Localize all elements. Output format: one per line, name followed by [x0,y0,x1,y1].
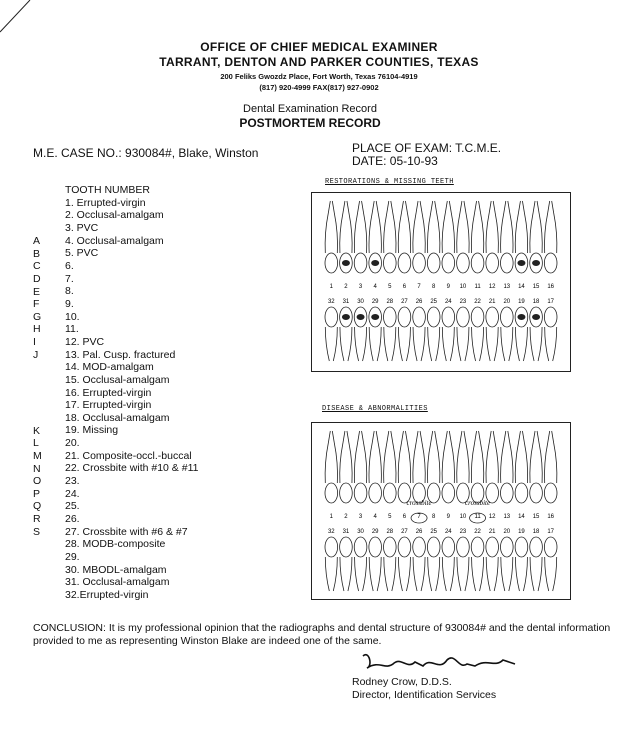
tooth-entry: 15. Occlusal-amalgam [65,373,170,386]
tooth-root [427,201,439,253]
handwritten-signature [355,648,525,674]
tooth-crown [501,307,514,327]
tooth-crown [471,307,484,327]
tooth-root [413,201,425,253]
signer-title: Director, Identification Services [352,688,497,701]
upper-tooth-number: 13 [503,284,511,290]
office-counties: TARRANT, DENTON AND PARKER COUNTIES, TEXAS [159,55,479,69]
tooth-root [545,557,557,591]
tooth-root [530,431,542,483]
upper-tooth-number: 3 [358,284,363,290]
tooth-letter: E [33,285,41,298]
tooth-crown [530,483,543,503]
lower-tooth-number: 20 [503,299,511,305]
tooth-crown [384,483,397,503]
disease-chart-svg [312,423,570,599]
tooth-root [427,431,439,483]
lower-tooth-number: 19 [518,299,525,305]
tooth-crown [486,307,499,327]
tooth-root [413,327,425,361]
tooth-crown [501,253,514,273]
tooth-crown [369,537,382,557]
tooth-letter: L [33,437,39,450]
tooth-crown [457,253,470,273]
restoration-mark [532,260,540,266]
tooth-entry: 13. Pal. Cusp. fractured [65,348,176,361]
upper-tooth-number: 8 [432,514,436,520]
tooth-entry: 32.Errupted-virgin [65,589,149,601]
tooth-root [515,327,527,361]
lower-tooth-number: 28 [386,529,394,535]
tooth-crown [457,537,470,557]
tooth-root [442,557,454,591]
lower-tooth-number: 22 [474,529,481,535]
tooth-letter [33,399,42,412]
lower-tooth-number: 20 [503,529,511,535]
tooth-crown [354,483,367,503]
tooth-entry: 1. Errupted-virgin [65,196,146,209]
tooth-entry: 27. Crossbite with #6 & #7 [65,525,188,538]
lower-tooth-number: 26 [415,299,423,305]
office-address: 200 Feliks Gwozdz Place, Fort Worth, Texas 76104-4919 [220,72,418,81]
lower-tooth-number: 19 [518,529,525,535]
tooth-root [442,201,454,253]
tooth-entry: 7. [65,272,74,285]
tooth-entry: 17. Errupted-virgin [65,399,152,412]
tooth-crown [413,253,426,273]
tooth-entry: 23. [65,475,80,488]
tooth-letter-column [33,235,42,538]
tooth-root [501,327,513,361]
disease-caption: DISEASE & ABNORMALITIES [322,405,428,413]
upper-tooth-number: 2 [344,284,348,290]
tooth-crown [442,307,455,327]
lower-tooth-number: 25 [430,299,438,305]
tooth-root [355,557,367,591]
tooth-crown [325,253,338,273]
tooth-letter: S [33,525,41,538]
upper-tooth-number: 6 [402,284,407,290]
lower-tooth-number: 27 [401,529,408,535]
lower-tooth-number: 28 [386,299,394,305]
lower-tooth-number: 17 [547,529,555,535]
tooth-crown [340,483,353,503]
lower-tooth-number: 25 [430,529,438,535]
lower-tooth-number: 18 [532,529,540,535]
upper-tooth-number: 16 [547,284,555,290]
restoration-mark [517,260,525,266]
tooth-letter: A [33,235,41,247]
signature-block [352,676,496,701]
upper-tooth-number: 15 [532,284,540,290]
tooth-entry: 12. PVC [65,335,105,348]
tooth-entry: 14. MOD-amalgam [65,361,154,374]
tooth-root [369,201,381,253]
upper-tooth-number: 8 [432,284,436,290]
tooth-letter: J [33,348,39,361]
tooth-letter: F [33,298,40,311]
tooth-entry: 3. PVC [65,221,99,234]
lower-tooth-number: 22 [474,299,481,305]
tooth-root [486,431,498,483]
tooth-root [457,327,469,361]
tooth-crown [398,307,411,327]
lower-tooth-number: 23 [459,299,467,305]
restorations-chart [311,192,571,372]
upper-tooth-number: 5 [388,514,392,520]
tooth-entry: 18. Occlusal-amalgam [65,411,170,424]
upper-tooth-number: 16 [547,514,555,520]
tooth-crown [515,537,528,557]
lower-tooth-number: 23 [459,529,467,535]
tooth-root [486,201,498,253]
upper-tooth-number: 14 [518,514,525,520]
tooth-crown [501,483,514,503]
tooth-letter: Q [33,500,42,513]
tooth-crown [427,253,440,273]
tooth-crown [384,253,397,273]
tooth-root [486,557,498,591]
lower-tooth-number: 26 [415,529,423,535]
restoration-mark [342,314,350,320]
tooth-crown [544,483,557,503]
tooth-letter: B [33,247,41,260]
tooth-root [354,431,366,483]
tooth-crown [457,307,470,327]
tooth-root [398,557,410,591]
tooth-letter: P [33,487,41,500]
tooth-root [471,201,483,253]
tooth-crown [544,307,557,327]
tooth-root [398,201,410,253]
tooth-crown [515,483,528,503]
tooth-entry: 19. Missing [65,424,119,437]
upper-tooth-number: 12 [488,284,496,290]
restoration-mark [357,314,365,320]
tooth-letter: C [33,260,41,273]
tooth-root [472,557,484,591]
lower-tooth-number: 31 [342,529,350,535]
tooth-root [369,431,381,483]
lower-tooth-number: 30 [357,529,364,535]
tooth-crown [544,537,557,557]
lower-tooth-number: 24 [444,299,452,305]
tooth-crown [354,537,367,557]
tooth-crown [501,537,514,557]
tooth-root [428,327,440,361]
upper-tooth-number: 11 [474,284,481,290]
tooth-crown [413,307,426,327]
tooth-root [340,431,352,483]
tooth-root [457,557,469,591]
disease-chart [311,422,571,600]
tooth-root [545,327,557,361]
tooth-entry: 28. MODB-composite [65,538,166,551]
upper-tooth-number: 15 [532,514,540,520]
tooth-letter [33,412,42,425]
tooth-entry: 5. PVC [65,247,99,260]
tooth-root [384,327,396,361]
tooth-root [530,201,542,253]
tooth-number-column [65,184,198,602]
upper-tooth-number: 10 [459,514,467,520]
tooth-root [384,431,396,483]
tooth-root [472,327,484,361]
tooth-crown [398,253,411,273]
lower-tooth-number: 24 [444,529,452,535]
upper-tooth-number: 1 [329,284,333,290]
tooth-root [486,327,498,361]
tooth-entry: 9. [65,297,74,310]
lower-tooth-number: 30 [357,299,364,305]
tooth-root [428,557,440,591]
tooth-root [340,557,352,591]
lower-tooth-number: 27 [401,299,408,305]
lower-tooth-number: 31 [342,299,350,305]
lower-tooth-number: 29 [371,299,379,305]
upper-tooth-number: 9 [446,284,450,290]
tooth-root [544,431,556,483]
tooth-entry: 30. MBODL-amalgam [65,563,167,576]
record-type: Dental Examination Record [243,103,377,115]
upper-tooth-number: 3 [358,514,363,520]
lower-tooth-number: 32 [327,299,335,305]
tooth-crown [530,537,543,557]
upper-tooth-number: 10 [459,284,467,290]
upper-tooth-number: 5 [388,284,392,290]
tooth-root [384,201,396,253]
tooth-crown [471,537,484,557]
restorations-caption: RESTORATIONS & MISSING TEETH [325,178,454,186]
tooth-root [325,557,337,591]
tooth-letter: M [33,449,42,462]
tooth-letter [33,387,42,400]
tooth-letter: I [33,336,36,349]
upper-tooth-number: 9 [446,514,450,520]
tooth-entry: 16. Errupted-virgin [65,386,152,399]
upper-tooth-number: 13 [503,514,511,520]
tooth-crown [442,483,455,503]
restorations-chart-svg [312,193,570,371]
exam-info [352,142,501,168]
tooth-root [530,327,542,361]
tooth-entry: 25. [65,500,80,513]
tooth-entry: 2. Occlusal-amalgam [65,209,164,222]
upper-tooth-number: 14 [518,284,525,290]
tooth-root [442,431,454,483]
restoration-mark [517,314,525,320]
tooth-root [384,557,396,591]
tooth-crown [486,537,499,557]
upper-tooth-number: 1 [329,514,333,520]
lower-tooth-number: 29 [371,529,379,535]
tooth-entry: 22. Crossbite with #10 & #11 [65,462,199,475]
signer-name: Rodney Crow, D.D.S. [352,676,452,688]
tooth-root [369,557,381,591]
tooth-crown [442,537,455,557]
tooth-letter: N [33,462,41,475]
tooth-crown [471,253,484,273]
tooth-entry: 10. [65,310,80,323]
tooth-crown [325,537,338,557]
tooth-root [442,327,454,361]
tooth-root [325,431,337,483]
lower-tooth-number: 17 [547,299,555,305]
tooth-crown [398,537,411,557]
tooth-root [354,201,366,253]
tooth-letter [33,374,42,387]
tooth-root [398,327,410,361]
tooth-crown [384,307,397,327]
office-title: OFFICE OF CHIEF MEDICAL EXAMINER [200,40,438,54]
tooth-root [413,431,425,483]
restoration-mark [371,314,379,320]
upper-tooth-number: 12 [488,514,496,520]
upper-tooth-number: 4 [373,514,377,520]
tooth-entry: 20. [65,437,80,450]
office-phone: (817) 920-4999 FAX(817) 927-0902 [259,83,379,92]
upper-tooth-number: 2 [344,514,348,520]
case-number: M.E. CASE NO.: 930084#, Blake, Winston [33,146,259,160]
crossbite-note: crossbite [465,499,491,507]
tooth-root [325,327,337,361]
tooth-letter: D [33,272,41,285]
tooth-crown [354,253,367,273]
tooth-crown [442,253,455,273]
tooth-letter: K [33,424,41,437]
tooth-entry: 29. [65,551,80,564]
tooth-root [530,557,542,591]
tooth-root [457,201,469,253]
place-of-exam: PLACE OF EXAM: T.C.M.E. [352,141,502,155]
tooth-entry: 26. [65,513,80,526]
tooth-crown [427,537,440,557]
exam-date: DATE: 05-10-93 [352,154,438,168]
scan-corner-mark [0,0,40,40]
lower-tooth-number: 21 [488,299,496,305]
restoration-mark [371,260,379,266]
tooth-letter: G [33,310,42,323]
tooth-number-title: TOOTH NUMBER [65,184,150,196]
upper-tooth-number: 11 [474,514,481,520]
tooth-crown [384,537,397,557]
restoration-mark [532,314,540,320]
upper-tooth-number: 7 [417,514,421,520]
tooth-root [471,431,483,483]
tooth-letter: R [33,513,41,526]
lower-tooth-number: 21 [488,529,496,535]
record-kind: POSTMORTEM RECORD [239,116,381,130]
tooth-root [355,327,367,361]
tooth-crown [325,307,338,327]
tooth-root [398,431,410,483]
tooth-entry: 8. [65,285,74,298]
tooth-root [340,201,352,253]
tooth-entry: 6. [65,259,74,272]
tooth-letter: H [33,323,41,336]
tooth-crown [544,253,557,273]
tooth-crown [325,483,338,503]
tooth-crown [340,537,353,557]
conclusion-text: CONCLUSION: It is my professional opinion that the radiographs and dental structure of 930084# and the dental information provided to me as representing Winston Blake are indeed one of the same. [33,622,611,647]
tooth-root [325,201,337,253]
tooth-crown [369,483,382,503]
tooth-crown [427,307,440,327]
tooth-root [457,431,469,483]
tooth-root [369,327,381,361]
tooth-entry: 4. Occlusal-amalgam [65,234,164,247]
tooth-crown [486,253,499,273]
tooth-root [544,201,556,253]
tooth-root [340,327,352,361]
upper-tooth-number: 6 [402,514,407,520]
lower-tooth-number: 18 [532,299,540,305]
tooth-entry: 31. Occlusal-amalgam [65,576,170,589]
restoration-mark [342,260,350,266]
tooth-root [501,431,513,483]
upper-tooth-number: 4 [373,284,377,290]
tooth-entry: 24. [65,487,80,500]
tooth-entry: 21. Composite-occl.-buccal [65,449,192,462]
tooth-crown [413,537,426,557]
tooth-letter [33,361,42,374]
tooth-letter: O [33,475,42,488]
tooth-root [515,201,527,253]
tooth-entry: 11. [65,323,79,336]
lower-tooth-number: 32 [327,529,335,535]
tooth-root [501,201,513,253]
tooth-root [413,557,425,591]
tooth-root [515,557,527,591]
tooth-root [501,557,513,591]
upper-tooth-number: 7 [417,284,421,290]
tooth-root [515,431,527,483]
crossbite-note: crossbite [406,499,432,507]
